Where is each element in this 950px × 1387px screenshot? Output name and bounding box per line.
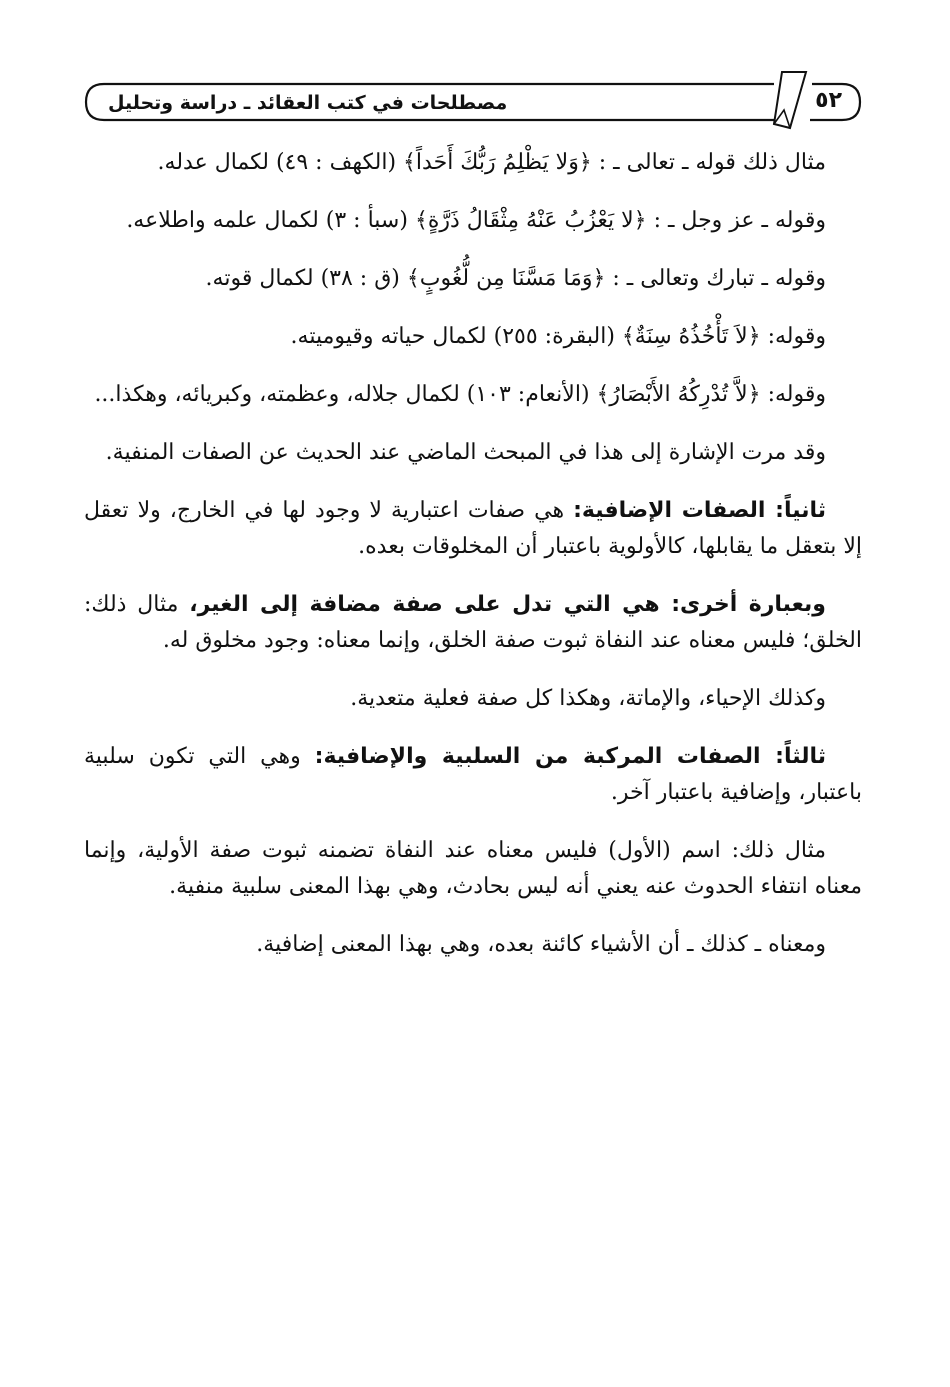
page-number: ٥٢ [815,88,842,113]
page-body [84,145,862,963]
bold-term: ثانياً: الصفات الإضافية: [573,498,826,523]
paragraph-text: وهي التي تكون سلبية باعتبار، وإضافية باعتبار آخر. [84,744,862,805]
paragraph-text: هي صفات اعتبارية لا وجود لها في الخارج، ولا تعقل إلا بتعقل ما يقابلها، كالأولوية باعتبار أن المخلوقات بعده. [84,498,862,559]
paragraph-text: وقوله: ﴿لاَّ تُدْرِكُهُ الأَبْصَارُ﴾ (الأنعام: ١٠٣) لكمال جلاله، وعظمته، وكبريائه، وهكذا... [94,382,826,407]
paragraph-reference [84,435,862,471]
bold-term: وبعبارة أخرى: هي التي تدل على صفة مضافة إلى الغير، [189,592,826,617]
page-header [84,70,862,132]
paragraph-text: وقد مرت الإشارة إلى هذا في المبحث الماضي عند الحديث عن الصفات المنفية. [105,440,826,465]
paragraph-closing [84,927,862,963]
paragraph-text: وقوله: ﴿لاَ تَأْخُذُهُ سِنَةٌ﴾ (البقرة: ٢٥٥) لكمال حياته وقيوميته. [290,324,826,349]
paragraph-text: مثال ذلك قوله ـ تعالى ـ : ﴿وَلا يَظْلِمُ رَبُّكَ أَحَداً﴾ (الكهف : ٤٩) لكمال عدله. [157,150,826,175]
paragraph-saba [84,203,862,239]
bold-term: ثالثاً: الصفات المركبة من السلبية والإضافية: [314,744,826,769]
paragraph-text: ومعناه ـ كذلك ـ أن الأشياء كائنة بعده، وهي بهذا المعنى إضافية. [256,932,826,957]
paragraph-qaf [84,261,862,297]
paragraph-first-name [84,833,862,905]
paragraph-text: مثال ذلك: اسم (الأول) فليس معناه عند النفاة تضمنه ثبوت صفة الأولية، وإنما معناه انتفاء الحدوث عنه يعني أنه ليس بحادث، وهي بهذا المعنى سلبية منفية. [84,838,862,899]
paragraph-text: وكذلك الإحياء، والإماتة، وهكذا كل صفة فعلية متعدية. [350,686,826,711]
paragraph-kahf [84,145,862,181]
paragraph-text: وقوله ـ تبارك وتعالى ـ : ﴿وَمَا مَسَّنَا مِن لُّغُوبٍ﴾ (ق : ٣٨) لكمال قوته. [205,266,826,291]
paragraph-baqarah [84,319,862,355]
running-title: مصطلحات في كتب العقائد ـ دراسة وتحليل [108,92,508,114]
paragraph-third-category [84,739,862,811]
paragraph-text: مثال ذلك: الخلق؛ فليس معناه عند النفاة ثبوت صفة الخلق، وإنما معناه: وجود مخلوق له. [84,592,862,653]
paragraph-ihya [84,681,862,717]
paragraph-second-category [84,493,862,565]
paragraph-anam [84,377,862,413]
paragraph-other-phrasing [84,587,862,659]
paragraph-text: وقوله ـ عز وجل ـ : ﴿لا يَعْزُبُ عَنْهُ مِثْقَالُ ذَرَّةٍ﴾ (سبأ : ٣) لكمال علمه واطلاعه. [126,208,826,233]
